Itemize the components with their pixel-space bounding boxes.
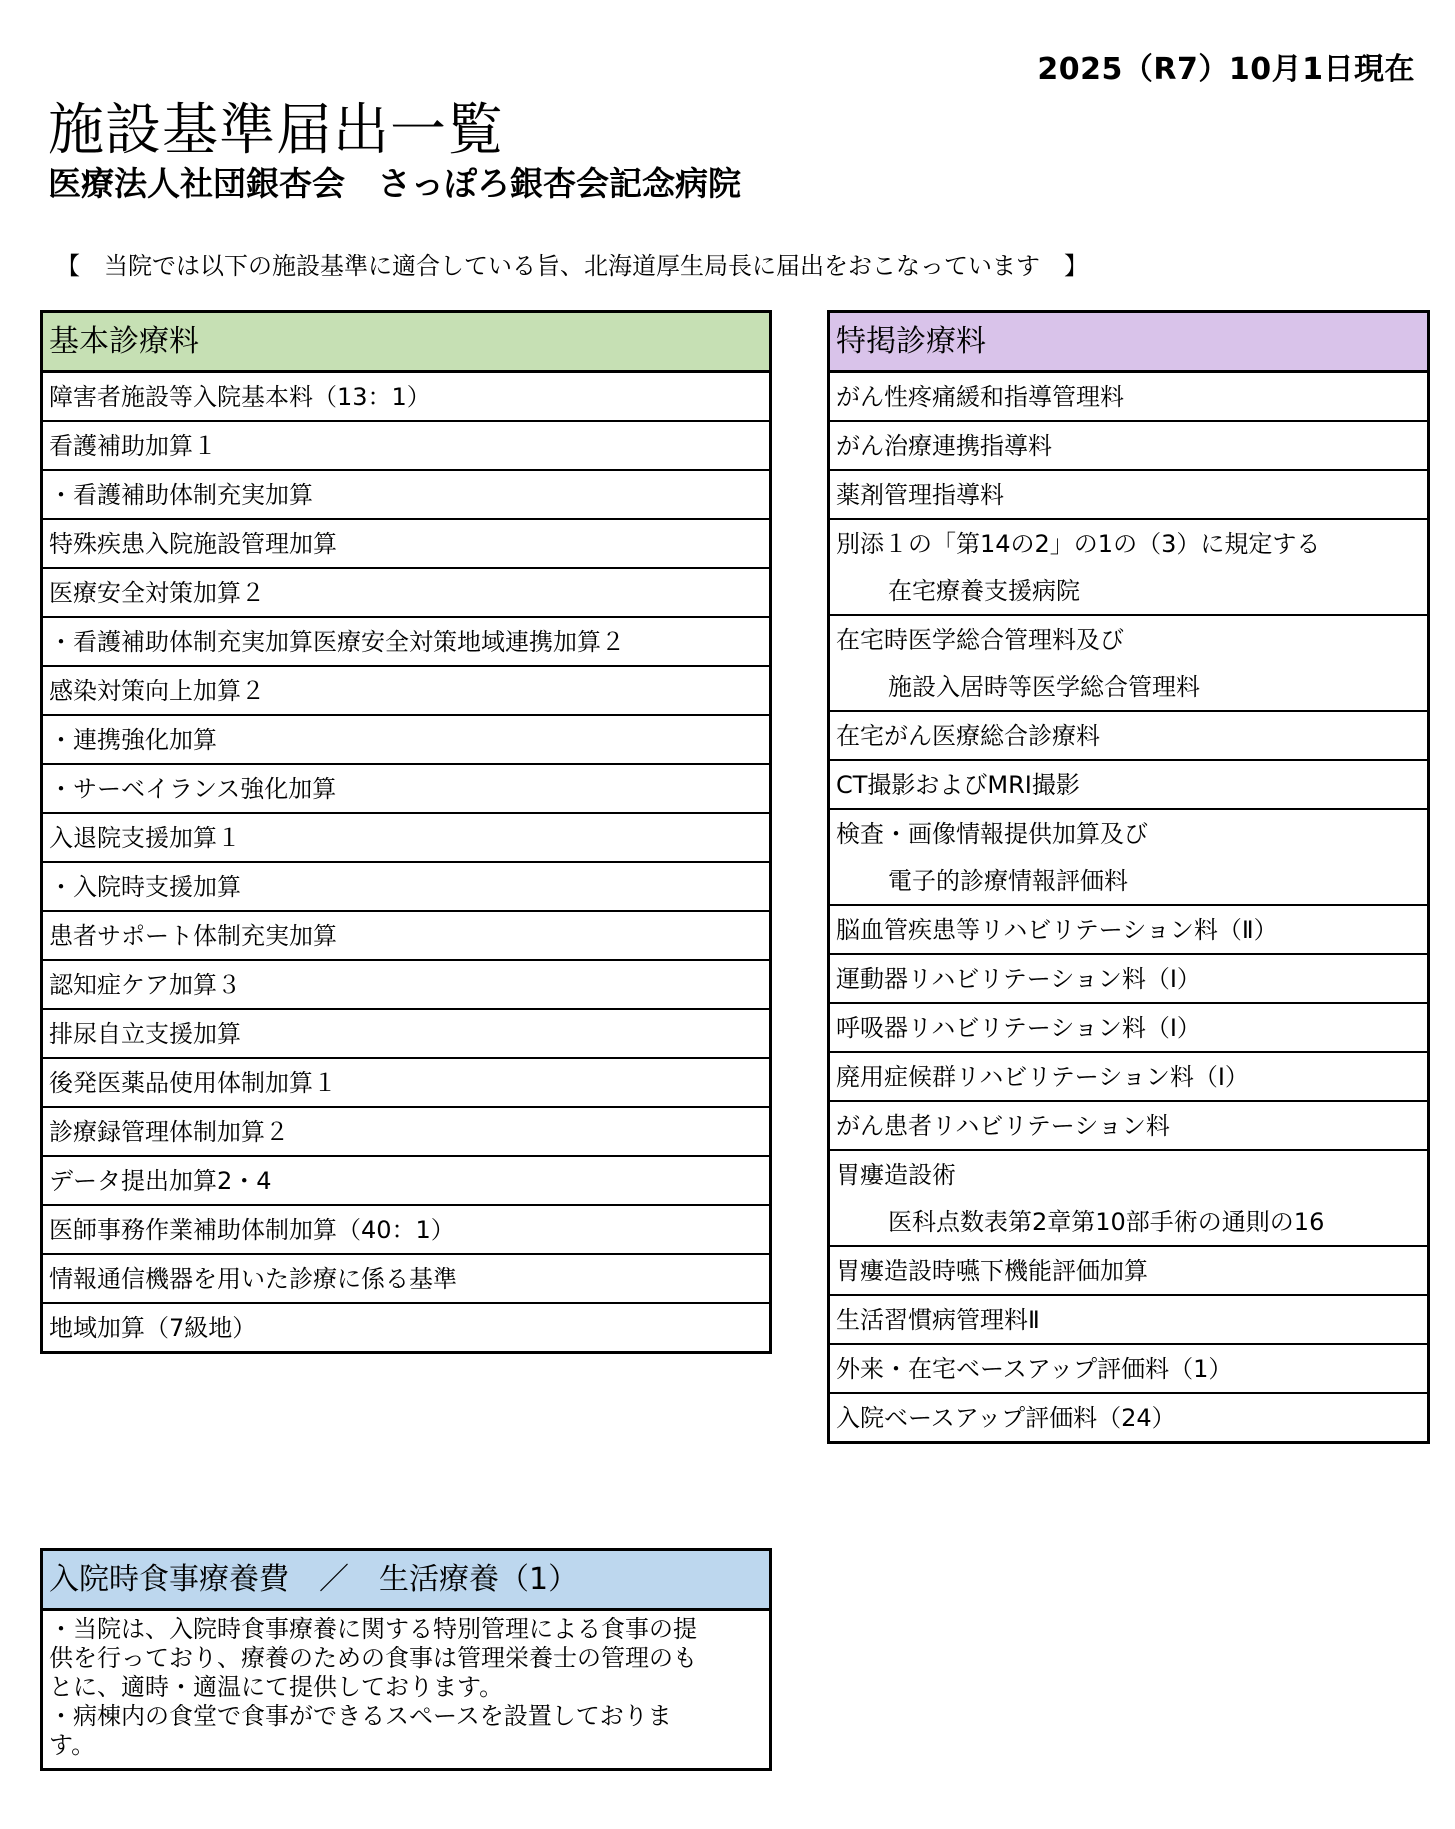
specific-item: 胃瘻造設術 — [829, 1150, 1429, 1198]
specific-item: CT撮影およびMRI撮影 — [829, 760, 1429, 809]
specific-item: がん性疼痛緩和指導管理料 — [829, 372, 1429, 422]
basic-item: 感染対策向上加算２ — [42, 666, 771, 715]
specific-item: がん患者リハビリテーション料 — [829, 1101, 1429, 1150]
basic-item: 地域加算（7級地） — [42, 1303, 771, 1353]
meal-description — [42, 1610, 771, 1770]
basic-item: 認知症ケア加算３ — [42, 960, 771, 1009]
basic-item: ・サーベイランス強化加算 — [42, 764, 771, 813]
specific-fees-heading: 特掲診療料 — [829, 312, 1429, 372]
meal-fees-table — [40, 1548, 772, 1771]
specific-item: がん治療連携指導料 — [829, 421, 1429, 470]
basic-item: 医師事務作業補助体制加算（40：1） — [42, 1205, 771, 1254]
specific-item-continuation: 施設入居時等医学総合管理料 — [829, 663, 1429, 711]
specific-item: 在宅がん医療総合診療料 — [829, 711, 1429, 760]
basic-fees-table — [40, 310, 772, 1354]
basic-fees-heading: 基本診療料 — [42, 312, 771, 372]
basic-item: 患者サポート体制充実加算 — [42, 911, 771, 960]
specific-item: 在宅時医学総合管理料及び — [829, 615, 1429, 663]
meal-fees-heading: 入院時食事療養費 ／ 生活療養（1） — [42, 1550, 771, 1610]
basic-item: 入退院支援加算１ — [42, 813, 771, 862]
basic-item: ・連携強化加算 — [42, 715, 771, 764]
basic-item: 情報通信機器を用いた診療に係る基準 — [42, 1254, 771, 1303]
specific-item: 胃瘻造設時嚥下機能評価加算 — [829, 1246, 1429, 1295]
specific-item-continuation: 電子的診療情報評価料 — [829, 857, 1429, 905]
meal-text-line: とに、適時・適温にて提供しております。 — [49, 1673, 504, 1701]
basic-item: 看護補助加算１ — [42, 421, 771, 470]
basic-item: データ提出加算2・4 — [42, 1156, 771, 1205]
specific-item: 脳血管疾患等リハビリテーション料（Ⅱ） — [829, 905, 1429, 954]
basic-item: 特殊疾患入院施設管理加算 — [42, 519, 771, 568]
specific-item: 呼吸器リハビリテーション料（Ⅰ） — [829, 1003, 1429, 1052]
notice-text: 【 当院では以下の施設基準に適合している旨、北海道厚生局長に届出をおこなっています 】 — [56, 252, 1088, 280]
as-of-date: 2025（R7）10月1日現在 — [1037, 52, 1415, 87]
meal-text-line: ・病棟内の食堂で食事ができるスペースを設置しておりま — [49, 1702, 672, 1730]
specific-item: 検査・画像情報提供加算及び — [829, 809, 1429, 857]
specific-item: 別添１の「第14の2」の1の（3）に規定する — [829, 519, 1429, 567]
basic-item: ・看護補助体制充実加算 — [42, 470, 771, 519]
hospital-name: 医療法人社団銀杏会 さっぽろ銀杏会記念病院 — [48, 164, 741, 203]
basic-item: 医療安全対策加算２ — [42, 568, 771, 617]
meal-text-line: す。 — [49, 1731, 96, 1759]
specific-item: 運動器リハビリテーション料（Ⅰ） — [829, 954, 1429, 1003]
basic-item: 診療録管理体制加算２ — [42, 1107, 771, 1156]
basic-item: 障害者施設等入院基本料（13：1） — [42, 372, 771, 422]
specific-item-continuation: 在宅療養支援病院 — [829, 567, 1429, 615]
basic-item: ・看護補助体制充実加算医療安全対策地域連携加算２ — [42, 617, 771, 666]
basic-item: 後発医薬品使用体制加算１ — [42, 1058, 771, 1107]
basic-item: 排尿自立支援加算 — [42, 1009, 771, 1058]
specific-item: 廃用症候群リハビリテーション料（Ⅰ） — [829, 1052, 1429, 1101]
specific-item-continuation: 医科点数表第2章第10部手術の通則の16 — [829, 1198, 1429, 1246]
specific-item: 生活習慣病管理料Ⅱ — [829, 1295, 1429, 1344]
meal-text-line: ・当院は、入院時食事療養に関する特別管理による食事の提 — [49, 1615, 697, 1643]
specific-item: 外来・在宅ベースアップ評価料（1） — [829, 1344, 1429, 1393]
meal-text-line: 供を行っており、療養のための食事は管理栄養士の管理のも — [49, 1644, 697, 1672]
basic-item: ・入院時支援加算 — [42, 862, 771, 911]
specific-item: 入院ベースアップ評価料（24） — [829, 1393, 1429, 1443]
specific-fees-table — [827, 310, 1430, 1444]
specific-item: 薬剤管理指導料 — [829, 470, 1429, 519]
page-title: 施設基準届出一覧 — [48, 98, 504, 163]
